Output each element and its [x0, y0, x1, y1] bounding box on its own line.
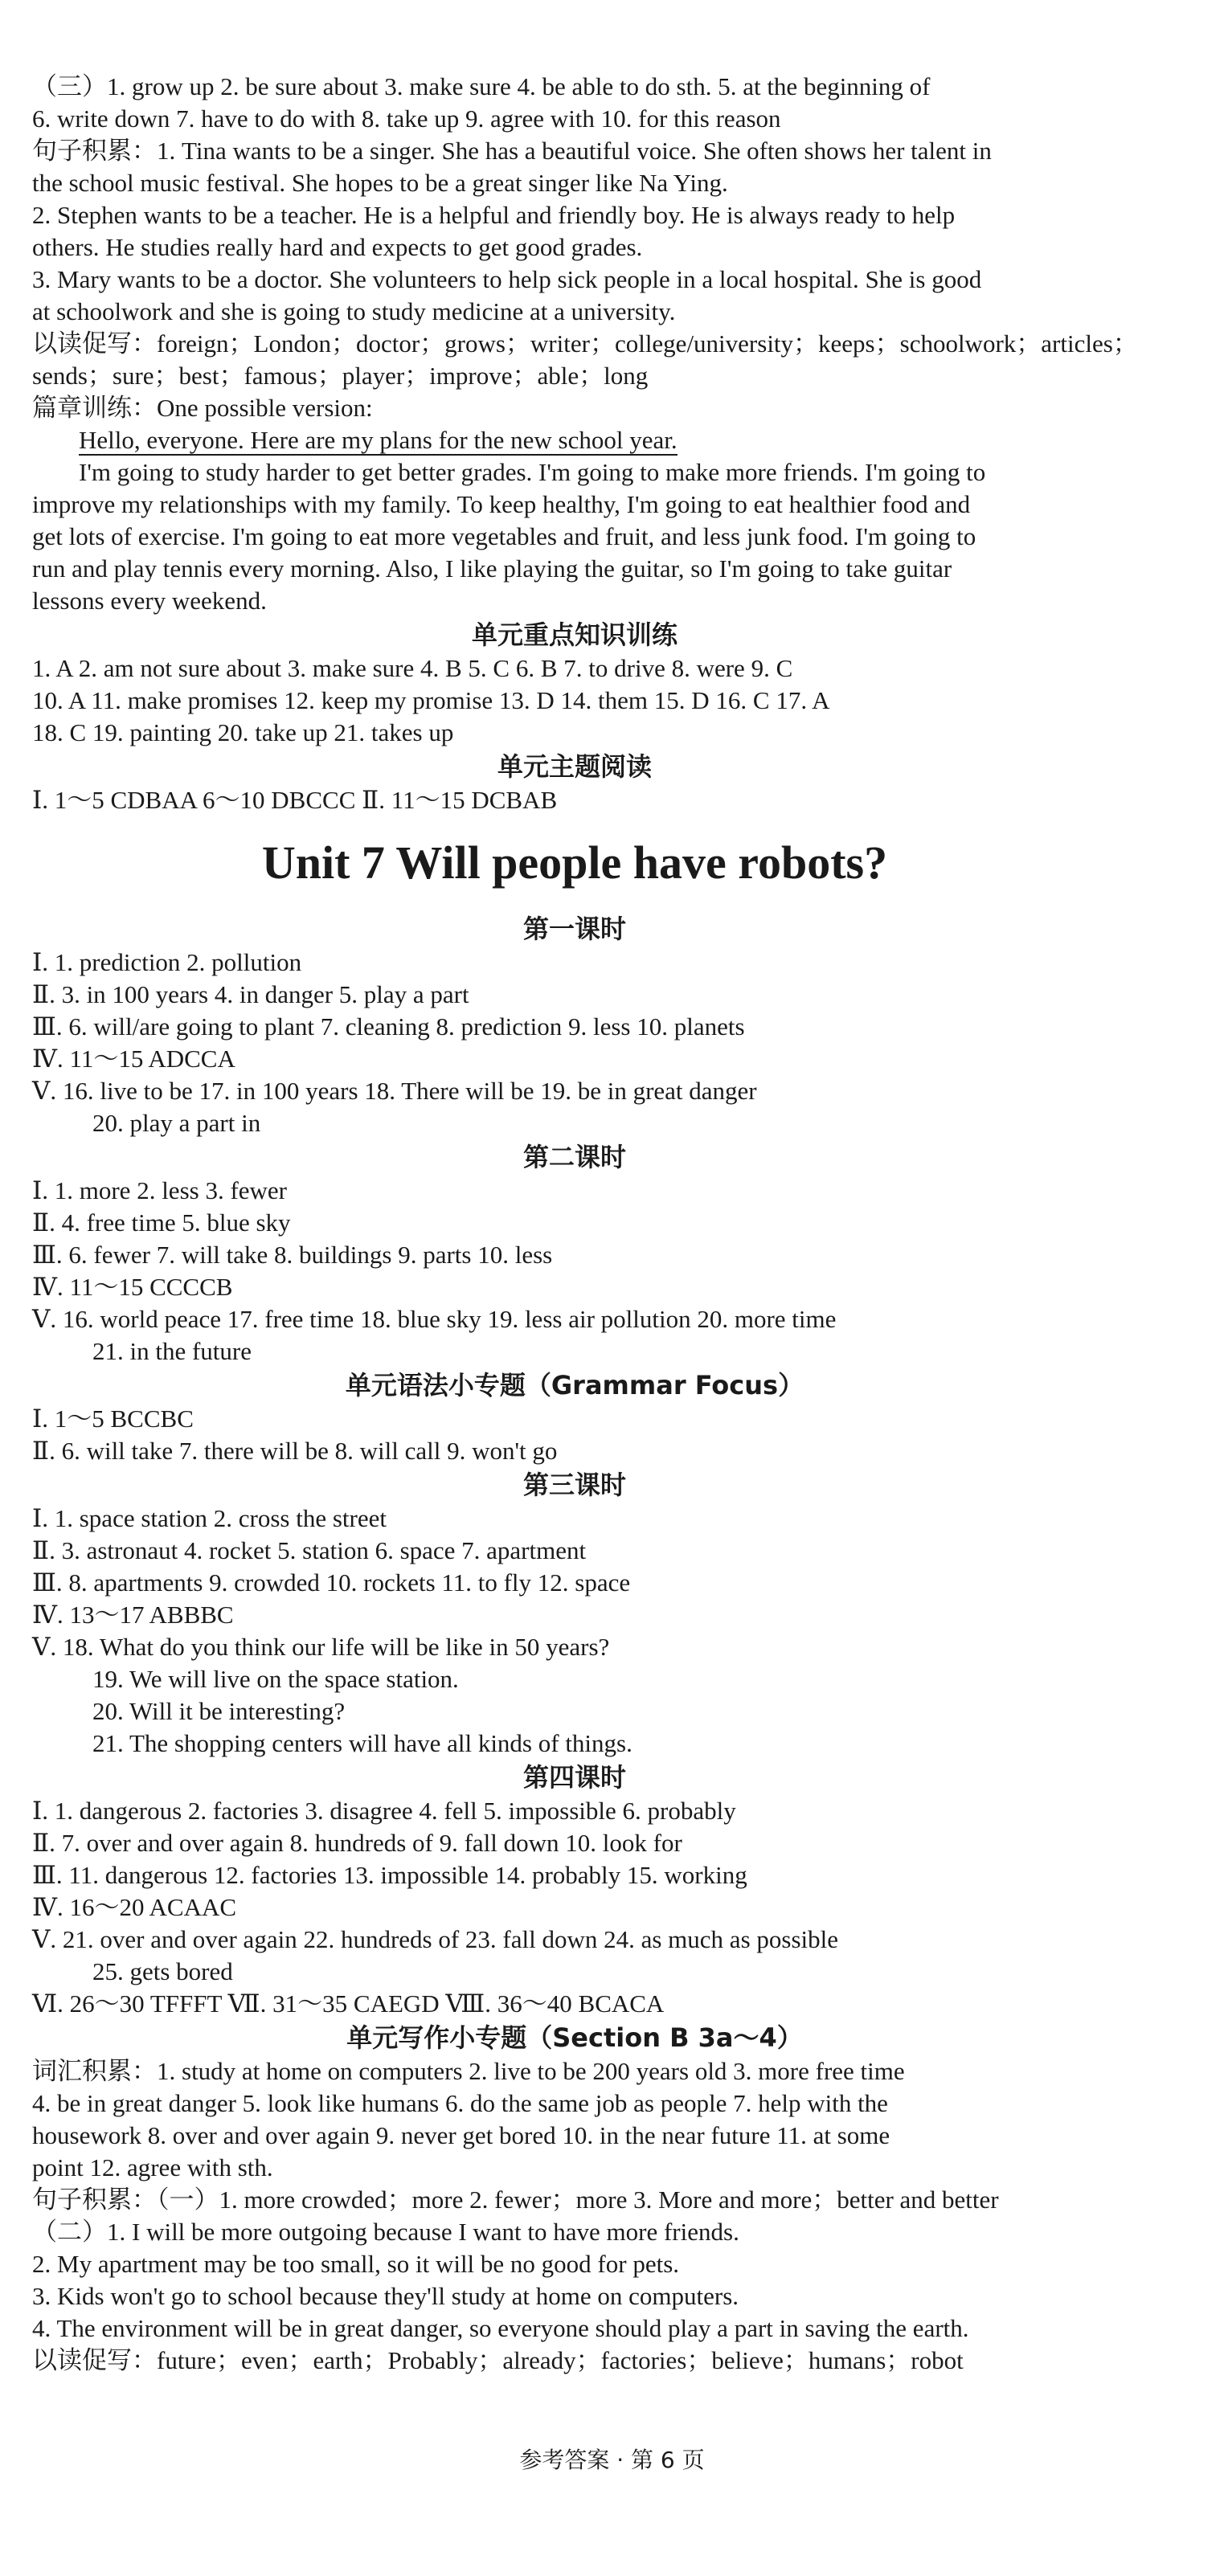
answer-line: Ⅳ. 11～15 CCCCB — [32, 1273, 233, 1301]
answer-line: Ⅰ. 1. dangerous 2. factories 3. disagree 4. fell 5. impossible 6. probably — [32, 1797, 736, 1825]
answer-line: Ⅵ. 26～30 TFFFT Ⅶ. 31～35 CAEGD Ⅷ. 36～40 BCACA — [32, 1989, 665, 2018]
text-line: 2. Stephen wants to be a teacher. He is a helpful and friendly boy. He is always ready to help — [32, 201, 956, 229]
answer-line: 20. play a part in — [92, 1109, 261, 1137]
essay-line: I'm going to study harder to get better grades. I'm going to make more friends. I'm going to — [79, 458, 986, 486]
grammar-heading: 单元语法小专题（Grammar Focus） — [345, 1370, 804, 1400]
answer-line: Ⅴ. 16. live to be 17. in 100 years 18. There will be 19. be in great danger — [32, 1077, 757, 1105]
answer-line: 19. We will live on the space station. — [92, 1665, 459, 1693]
essay-line: get lots of exercise. I'm going to eat more vegetables and fruit, and less junk food. I'm going to — [32, 522, 976, 550]
text-line: sends；sure；best；famous；player；improve；able；long — [32, 362, 649, 390]
answer-line: Ⅳ. 16～20 ACAAC — [32, 1893, 237, 1921]
answer-line: 以读促写：future；even；earth；Probably；already；factories；believe；humans；robot — [32, 2346, 964, 2374]
answer-line: Ⅱ. 4. free time 5. blue sky — [32, 1208, 291, 1237]
lesson-heading: 第三课时 — [522, 1470, 626, 1500]
section-heading: 单元重点知识训练 — [471, 619, 677, 650]
answer-line: Ⅲ. 6. fewer 7. will take 8. buildings 9. parts 10. less — [32, 1241, 553, 1269]
answer-line: （二）1. I will be more outgoing because I want to have more friends. — [32, 2218, 739, 2246]
text-line: 句子积累：1. Tina wants to be a singer. She has a beautiful voice. She often shows her talent in — [32, 137, 992, 165]
essay-title-line — [32, 424, 1117, 456]
text-line: 3. Mary wants to be a doctor. She volunteers to help sick people in a local hospital. She is good — [32, 265, 982, 293]
answer-line: 21. The shopping centers will have all kinds of things. — [92, 1729, 632, 1757]
essay-line: improve my relationships with my family. To keep healthy, I'm going to eat healthier food and — [32, 490, 971, 518]
answer-line: Ⅰ. 1. prediction 2. pollution — [32, 948, 302, 976]
answer-line: 25. gets bored — [92, 1957, 233, 1985]
answer-line: 4. be in great danger 5. look like humans 6. do the same job as people 7. help with the — [32, 2089, 888, 2117]
text-line: the school music festival. She hopes to be a great singer like Na Ying. — [32, 169, 728, 197]
answer-line: Ⅴ. 18. What do you think our life will be like in 50 years? — [32, 1633, 610, 1661]
answer-line: Ⅰ. 1. more 2. less 3. fewer — [32, 1176, 287, 1204]
text-line: 以读促写：foreign；London；doctor；grows；writer；college/university；keeps；schoolwork；articles； — [32, 329, 1138, 358]
answer-line: 4. The environment will be in great danger, so everyone should play a part in saving the earth. — [32, 2314, 969, 2342]
answer-line: Ⅱ. 6. will take 7. there will be 8. will call 9. won't go — [32, 1437, 558, 1465]
essay-line: run and play tennis every morning. Also, I like playing the guitar, so I'm going to take guitar — [32, 554, 952, 583]
essay-line: lessons every weekend. — [32, 587, 267, 615]
lesson-heading: 第四课时 — [522, 1762, 626, 1793]
answer-line: Ⅱ. 3. in 100 years 4. in danger 5. play a part — [32, 980, 469, 1008]
answer-line: Ⅳ. 11～15 ADCCA — [32, 1045, 235, 1073]
essay-title: Hello, everyone. Here are my plans for the new school year. — [79, 426, 677, 454]
answer-line: 20. Will it be interesting? — [92, 1697, 346, 1725]
writing-heading: 单元写作小专题（Section B 3a～4） — [346, 2022, 803, 2053]
unit-title: Unit 7 Will people have robots? — [261, 836, 888, 889]
answer-line: Ⅰ. 1～5 CDBAA 6～10 DBCCC Ⅱ. 11～15 DCBAB — [32, 786, 558, 814]
text-line: （三）1. grow up 2. be sure about 3. make sure 4. be able to do sth. 5. at the beginning of — [32, 72, 931, 100]
answer-line: 句子积累：（一）1. more crowded；more 2. fewer；more 3. More and more；better and better — [32, 2186, 999, 2214]
lesson-heading: 第二课时 — [522, 1142, 626, 1172]
answer-line: Ⅲ. 11. dangerous 12. factories 13. impossible 14. probably 15. working — [32, 1861, 747, 1889]
answer-page — [32, 71, 1138, 2377]
answer-line: Ⅴ. 21. over and over again 22. hundreds of 23. fall down 24. as much as possible — [32, 1925, 838, 1953]
answer-line: point 12. agree with sth. — [32, 2153, 273, 2181]
answer-line: 3. Kids won't go to school because they'll study at home on computers. — [32, 2282, 739, 2310]
text-line: at schoolwork and she is going to study medicine at a university. — [32, 297, 676, 325]
section-heading: 单元主题阅读 — [497, 751, 652, 782]
text-line: 篇章训练：One possible version: — [32, 394, 373, 422]
answer-line: housework 8. over and over again 9. never get bored 10. in the near future 11. at some — [32, 2121, 890, 2149]
answer-line: Ⅴ. 16. world peace 17. free time 18. blue sky 19. less air pollution 20. more time — [32, 1305, 837, 1333]
answer-line: 21. in the future — [92, 1337, 252, 1365]
answer-line: Ⅱ. 7. over and over again 8. hundreds of 9. fall down 10. look for — [32, 1829, 682, 1857]
answer-line: Ⅰ. 1～5 BCCBC — [32, 1405, 194, 1433]
answer-line: 1. A 2. am not sure about 3. make sure 4. B 5. C 6. B 7. to drive 8. were 9. C — [32, 654, 793, 682]
answer-line: 词汇积累：1. study at home on computers 2. live to be 200 years old 3. more free time — [32, 2057, 905, 2085]
top-block — [32, 71, 1138, 617]
answer-line: 2. My apartment may be too small, so it will be no good for pets. — [32, 2250, 680, 2278]
text-line: 6. write down 7. have to do with 8. take up 9. agree with 10. for this reason — [32, 104, 781, 133]
answer-line: Ⅰ. 1. space station 2. cross the street — [32, 1504, 387, 1532]
answer-line: 10. A 11. make promises 12. keep my promise 13. D 14. them 15. D 16. C 17. A — [32, 686, 830, 714]
answer-line: Ⅳ. 13～17 ABBBC — [32, 1601, 234, 1629]
answer-line: 18. C 19. painting 20. take up 21. takes up — [32, 718, 454, 746]
page-footer: 参考答案 · 第 6 页 — [519, 2447, 705, 2473]
text-line: others. He studies really hard and expects to get good grades. — [32, 233, 643, 261]
lesson-heading: 第一课时 — [522, 914, 626, 944]
answer-line: Ⅱ. 3. astronaut 4. rocket 5. station 6. space 7. apartment — [32, 1536, 587, 1564]
answer-line: Ⅲ. 6. will/are going to plant 7. cleaning 8. prediction 9. less 10. planets — [32, 1012, 745, 1041]
answer-line: Ⅲ. 8. apartments 9. crowded 10. rockets 11. to fly 12. space — [32, 1568, 631, 1597]
